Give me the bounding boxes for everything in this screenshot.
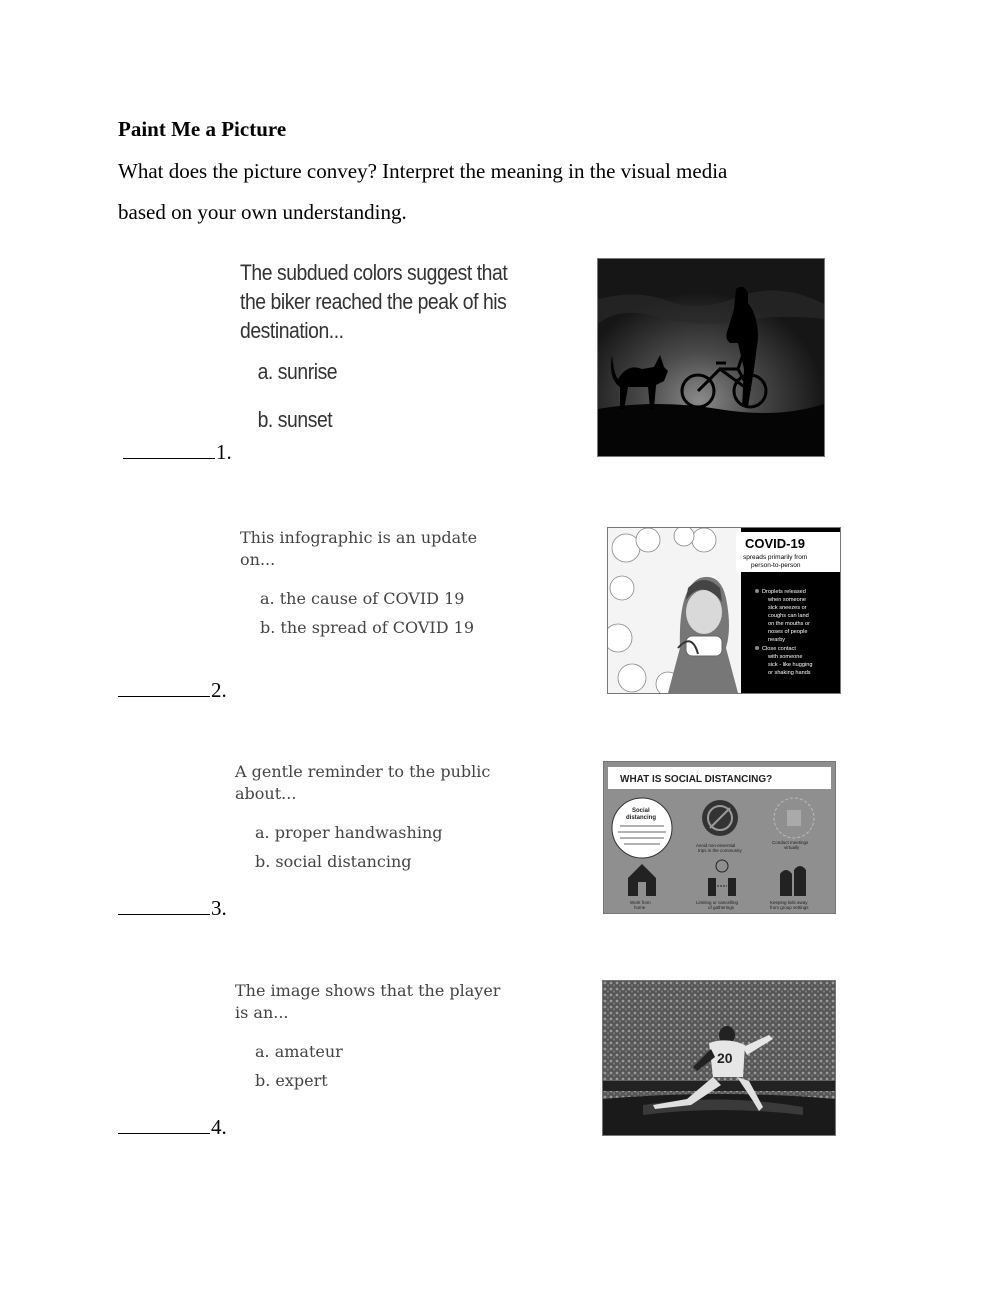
question-2-stem-1: This infographic is an update (240, 528, 478, 547)
bubble-line-1: Social (632, 808, 650, 814)
sd-caption-2b: virtually (784, 845, 800, 850)
question-1-option-b: b. sunset (257, 407, 333, 432)
bullet-2-line-2: with someone (768, 654, 803, 660)
question-3-option-a: a. proper handwashing (255, 823, 443, 842)
question-2-stem-2: on... (240, 550, 276, 569)
sd-caption-2a: Conduct meetings (772, 840, 809, 845)
question-1-stem-1: The subdued colors suggest that (240, 260, 508, 285)
question-2-option-b: b. the spread of COVID 19 (260, 618, 475, 637)
answer-blank-1[interactable] (123, 440, 232, 465)
biker-silhouette-image (597, 258, 825, 457)
sd-caption-5a: Keeping kids away (770, 900, 808, 905)
bubble-line-2: distancing (626, 815, 657, 821)
covid-infographic-image (607, 527, 841, 694)
question-4 (235, 980, 500, 1090)
social-distancing-infographic (604, 762, 835, 913)
answer-line[interactable] (118, 896, 210, 915)
jersey-number: 20 (717, 1050, 733, 1066)
question-3-stem-2: about... (235, 784, 297, 803)
question-number: 4. (211, 1115, 227, 1139)
instruction-line-1: What does the picture convey? Interpret the meaning in the visual media (118, 159, 728, 183)
bullet-2-line-4: or shaking hands (768, 670, 811, 676)
question-3-stem-1: A gentle reminder to the public (235, 762, 491, 781)
bullet-1-line-5: on the mouths or (768, 621, 810, 627)
sunset-biker-illustration (598, 259, 824, 456)
bullet-1-line-6: noses of people (768, 629, 808, 635)
question-2 (240, 527, 477, 637)
bullet-1-line-2: when someone (768, 597, 806, 603)
answer-blank-4[interactable] (118, 1115, 227, 1140)
sd-caption-3b: home (634, 905, 646, 910)
answer-blank-2[interactable] (118, 678, 227, 703)
sd-caption-3a: Work from (630, 900, 651, 905)
sd-heading: WHAT IS SOCIAL DISTANCING? (620, 774, 773, 785)
question-3-option-b: b. social distancing (255, 852, 412, 871)
infographic-sub2: person-to-person (751, 562, 801, 569)
baseball-pitcher-image (602, 980, 836, 1136)
social-distancing-infographic-image (603, 761, 836, 914)
question-1-stem-2: the biker reached the peak of his (240, 289, 507, 314)
bullet-1-line-1: Droplets released (762, 589, 806, 595)
bullet-1-line-3: sick sneezes or (768, 605, 807, 611)
question-number: 3. (211, 896, 227, 920)
answer-blank-3[interactable] (118, 896, 227, 921)
pitcher-photo (603, 981, 835, 1135)
page-title: Paint Me a Picture (118, 117, 287, 141)
question-1-option-a: a. sunrise (257, 359, 338, 384)
answer-line[interactable] (118, 1115, 210, 1134)
question-3 (235, 761, 490, 871)
question-4-stem-2: is an... (235, 1003, 289, 1022)
sd-caption-1a: Avoid non-essential (696, 843, 736, 848)
question-4-option-a: a. amateur (255, 1042, 343, 1061)
answer-line[interactable] (118, 678, 210, 697)
question-2-option-a: a. the cause of COVID 19 (260, 589, 465, 608)
question-4-stem-1: The image shows that the player (235, 981, 501, 1000)
covid-infographic (608, 528, 840, 693)
sd-caption-1b: trips in the community (698, 848, 742, 853)
instruction-line-2: based on your own understanding. (118, 200, 407, 224)
question-number: 1. (216, 440, 232, 464)
bullet-2-line-3: sick - like hugging (768, 662, 813, 668)
sd-caption-5b: from group settings (770, 905, 809, 910)
question-4-option-b: b. expert (255, 1071, 328, 1090)
sd-caption-4b: of gatherings (708, 905, 735, 910)
sd-caption-4a: Limiting or cancelling (696, 900, 739, 905)
question-1 (240, 258, 507, 433)
bullet-1-line-7: nearby (768, 637, 786, 643)
bullet-2-line-1: Close contact (762, 646, 796, 652)
bullet-1-line-4: coughs can land (768, 613, 809, 619)
question-number: 2. (211, 678, 227, 702)
question-1-stem-3: destination... (240, 318, 344, 343)
infographic-heading: COVID-19 (745, 536, 805, 551)
infographic-sub1: spreads primarily from (743, 554, 808, 561)
answer-line[interactable] (123, 440, 215, 459)
